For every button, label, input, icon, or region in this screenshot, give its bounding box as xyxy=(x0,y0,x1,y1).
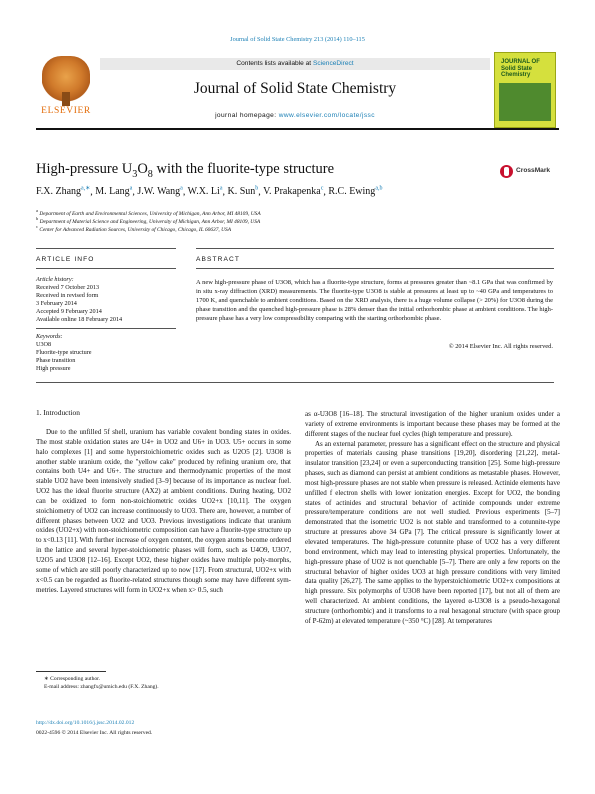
publisher-name: ELSEVIER xyxy=(41,106,91,116)
sciencedirect-link[interactable]: ScienceDirect xyxy=(312,60,354,67)
article-title: High-pressure $U_3O_8$ with the fluorite-type structure xyxy=(36,161,335,180)
author[interactable]: F.X. Zhang$^{a,∗}$ xyxy=(36,186,91,198)
crossmark-badge[interactable] xyxy=(500,164,560,180)
keywords-label: Keywords: xyxy=(36,333,63,340)
homepage-link[interactable]: www.elsevier.com/locate/jssc xyxy=(278,112,375,119)
author[interactable]: K. Sun$^b$ xyxy=(227,186,259,198)
history-item: Accepted 9 February 2014 xyxy=(36,308,102,315)
divider xyxy=(36,328,176,329)
history-item: 3 February 2014 xyxy=(36,300,77,307)
header-divider xyxy=(36,128,559,130)
tree-trunk-icon xyxy=(62,92,70,106)
author[interactable]: M. Lang$^a$ xyxy=(95,186,133,198)
abstract-text: A new high-pressure phase of U3O8, which has a fluorite-type structure, forms at pressures greater than ~8.1 GPa that was confirmed by in situ x-ray diffraction (XRD) measurements. The fluorite-type U3O8 is stable at pressures at least up to ~40 GPa and temperatures to 1700 K, and quenchable to ambient conditions. Based on the XRD analysis, there is a huge volume collapse (> 20%) for U3O8 during the phase transition and the quenched high-pressure phase is 28% denser than the initial orthorhombic phase at ambient conditions. The high-pressure phase has a very low compressibility comparing with the starting orthorhombic phase. xyxy=(196,279,553,323)
journal-homepage xyxy=(100,112,490,119)
body-paragraph: as α-U3O8 [16–18]. The structural investigation of the higher uranium oxides under a variety of extreme environments is important because these phases may be formed at the different stages of the nuclear fuel cycles (high temperature and pressure). xyxy=(305,410,560,438)
keyword[interactable]: High pressure xyxy=(36,365,71,372)
article-history xyxy=(36,276,166,324)
issn-copyright: 0022-4596 © 2014 Elsevier Inc. All rights reserved. xyxy=(36,730,153,736)
history-label: Article history: xyxy=(36,276,74,283)
keyword[interactable]: U3O8 xyxy=(36,341,52,348)
divider xyxy=(36,248,176,249)
cover-image xyxy=(499,83,551,121)
journal-reference[interactable]: Journal of Solid State Chemistry 213 (2014) 110–115 xyxy=(230,36,365,43)
history-item: Received 7 October 2013 xyxy=(36,284,100,291)
author[interactable]: V. Prakapenka$^c$ xyxy=(263,186,324,198)
abstract-heading: ABSTRACT xyxy=(196,256,240,263)
body-paragraph: As an external parameter, pressure has a significant effect on the structure and physical properties of materials causing phase transitions [19,20], disordering [21,22], metal-insulator transition [23,24] or even a superconducting transition [25]. Some high-pressure phases, such as diamond can persist at ambient conditions as metastable phases. However, most high-pressure phases are not stable when pressure is released. Actinide elements have unfilled f electron shells with lower ionization energies. Except for UO2, the bonding states of actinides and structural behavior of actinide compounds under extreme pressure/temperature conditions are not well studied. Previous experiments [5–7] demonstrated that the isometric UO2 is not stable and transformed to a cotunnite-type structure at pressures above 34 GPa [7]. The critical pressure is significantly lower at elevated temperatures. The high-pressure cotunnite phase of UO2 has a very different bond environment, which may lead to interesting physical properties. Unfortunately, the high-pressure phase of UO2 is not quenchable [5–7]. There are only a few reports on the structural behavior of higher oxides UO3 at high pressure conditions with very limited data quality [26,27]. The same applies to the hyperstoichiometric UO2+x compositions at high pressure. Six polymorphs of U3O8 have been reported [17], but not all of them are well characterized. At ambient conditions, the layered α-U3O8 is a pseudo-hexagonal structure (orthorhombic) and it transforms to a real hexagonal structure (with space group of P-62m) at elevated temperature (~350 °C) [28]. At temperatures xyxy=(305,439,560,625)
affiliation: $^b$ Department of Material Science and Engineering, University of Michigan, Ann Arbor, MI 48109, USA xyxy=(36,216,261,225)
cover-title: JOURNAL OF Solid State Chemistry xyxy=(501,59,540,78)
divider xyxy=(196,248,554,249)
journal-title: Journal of Solid State Chemistry xyxy=(193,80,397,97)
author[interactable]: W.X. Li$^a$ xyxy=(187,186,223,198)
divider xyxy=(36,268,176,269)
history-item: Available online 18 February 2014 xyxy=(36,316,123,323)
homepage-label: journal homepage: xyxy=(215,112,279,119)
abstract-copyright: © 2014 Elsevier Inc. All rights reserved. xyxy=(448,343,553,350)
divider xyxy=(36,382,554,383)
contents-band xyxy=(100,58,490,70)
affiliation: $^c$ Center for Advanced Radiation Sources, University of Chicago, Chicago, IL 60637, USA xyxy=(36,224,232,233)
body-paragraph: Due to the unfilled 5f shell, uranium has variable covalent bonding states in oxides. The most stable oxidation states are U4+ in UO2 and U6+ in UO3. U5+ occurs in some halo complexes [1] and some hyperstoichiometric oxides such as U2O5 [2]. U3O8 is another stable uranium oxide, the "yellow cake" produced by refining uranium ore, that contains both U4+ and U6+. The structure and thermodynamic properties of the most stable UO2 have been intensively studied [3–9] because of its importance as nuclear fuel. UO2 has the ideal fluorite structure (AX2) at ambient conditions. During heating, UO2 can be oxidized to form non-stoichiometric oxides UO2+x [10,11]. The oxygen stoichiometry of UO2 can increase continuously to UO3. There are, however, a number of different phases between UO2 and UO3. Previous investigations indicate that uranium oxides (UO2+x) with non-stoichiometric composition can have a fluorite-type structure up to x<0.13 [11]. With further increase of oxygen content, the oxygen atoms become ordered in the lattice and several hyper-stoichiometric phases will form, such as U4O9, U3O7, U2O5 and U3O8 [12–16]. Except UO2, these higher oxides have multiple poly-morphs, some of which are still poorly characterized up to now [17]. From structural, UO2+x with x<0.5 can be regarded as fluorite-related structures though some may have different sym-metries. Layered structures will form in UO2+x when x> 0.5, such xyxy=(36,428,291,594)
contents-prefix: Contents lists available at xyxy=(236,60,313,67)
author[interactable]: R.C. Ewing$^{a,b}$ xyxy=(328,186,383,198)
author[interactable]: J.W. Wang$^a$ xyxy=(137,186,183,198)
author-list: F.X. Zhang$^{a,∗}$, M. Lang$^a$, J.W. Wang$^a$, W.X. Li$^a$, K. Sun$^b$, V. Prakapenka$^c$, R.C. Ewing$^{a,b}$ xyxy=(36,186,383,198)
author-email[interactable]: E-mail address: zhangfx@umich.edu (F.X. Zhang). xyxy=(44,684,159,690)
history-item: Received in revised form xyxy=(36,292,99,299)
keyword[interactable]: Fluorite-type structure xyxy=(36,349,92,356)
affiliation: $^a$ Department of Earth and Environmental Sciences, University of Michigan, Ann Arbor, MI 48109, USA xyxy=(36,208,261,217)
footnote-rule xyxy=(36,671,106,672)
article-info-heading: ARTICLE INFO xyxy=(36,256,95,263)
divider xyxy=(196,268,554,269)
elsevier-logo[interactable] xyxy=(36,52,96,122)
crossmark-label: CrossMark xyxy=(516,167,551,174)
body-column-right xyxy=(305,410,560,627)
journal-cover-thumbnail[interactable] xyxy=(494,52,556,128)
keywords xyxy=(36,333,166,373)
section-heading: 1. Introduction xyxy=(36,408,80,417)
body-column-left xyxy=(36,428,291,595)
crossmark-icon xyxy=(500,165,513,178)
doi-link[interactable]: http://dx.doi.org/10.1016/j.jssc.2014.02.012 xyxy=(36,720,135,726)
corresponding-author-note: ∗ Corresponding author. xyxy=(44,676,101,682)
keyword[interactable]: Phase transition xyxy=(36,357,76,364)
